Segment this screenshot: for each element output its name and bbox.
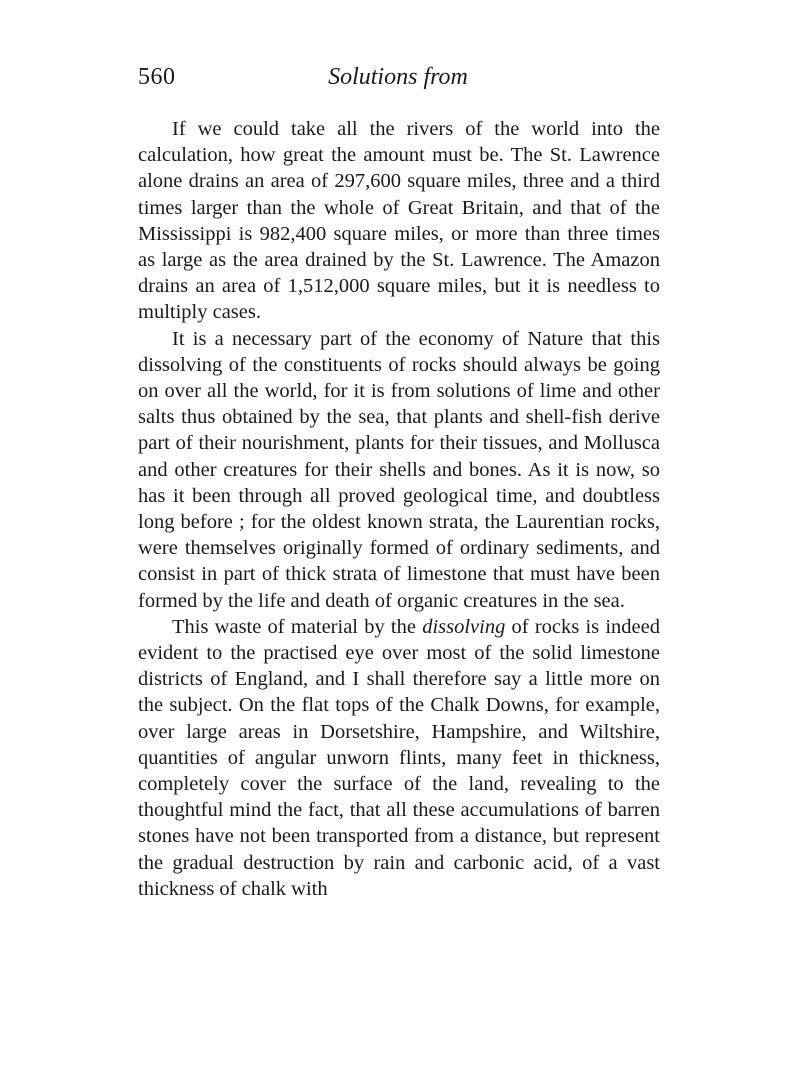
- running-title: Solutions from: [328, 64, 468, 90]
- emphasis-dissolving: dissolving: [422, 615, 506, 638]
- paragraph-rivers: If we could take all the rivers of the world into the calculation, how great the amount must be. The St. Lawrence alone drains an area of 297,600 square miles, three and a third times larger than the whole of Great Britain, and that of the Mississippi is 982,400 square miles, or more than three times as large as the area drained by the St. Lawrence. The Amazon drains an area of 1,512,000 square miles, but it is needless to multiply cases.: [138, 118, 660, 324]
- running-head: [138, 64, 658, 98]
- paragraph-text-before: This waste of material by the: [172, 615, 423, 638]
- paragraph-text-after: of rocks is indeed evident to the practised eye over most of the solid limestone districts of England, and I shall therefore say a little more on the subject. On the flat tops of the Chalk Downs, for example, over large areas in Dorsetshire, Hampshire, and Wiltshire, quantities of angular unworn flints, many feet in thickness, completely cover the surface of the land, revealing to the thoughtful mind the fact, that all these accumulations of barren stones have not been transported from a distance, but represent the gradual destruction by rain and carbonic acid, of a vast thickness of chalk with: [138, 615, 660, 900]
- body-text: [138, 116, 660, 902]
- paragraph-waste-of-material: [138, 614, 660, 902]
- page-number: 560: [138, 64, 176, 90]
- paragraph-economy-of-nature: It is a necessary part of the economy of Nature that this dissolving of the constituents of rocks should always be going on over all the world, for it is from solutions of lime and other salts thus obtained by the sea, that plants and shell-fish derive part of their nourishment, plants for their tissues, and Mollusca and other creatures for their shells and bones. As it is now, so has it been through all proved geological time, and doubtless long before ; for the oldest known strata, the Laurentian rocks, were themselves originally formed of ordinary sediments, and consist in part of thick strata of limestone that must have been formed by the life and death of organic creatures in the sea.: [138, 327, 660, 612]
